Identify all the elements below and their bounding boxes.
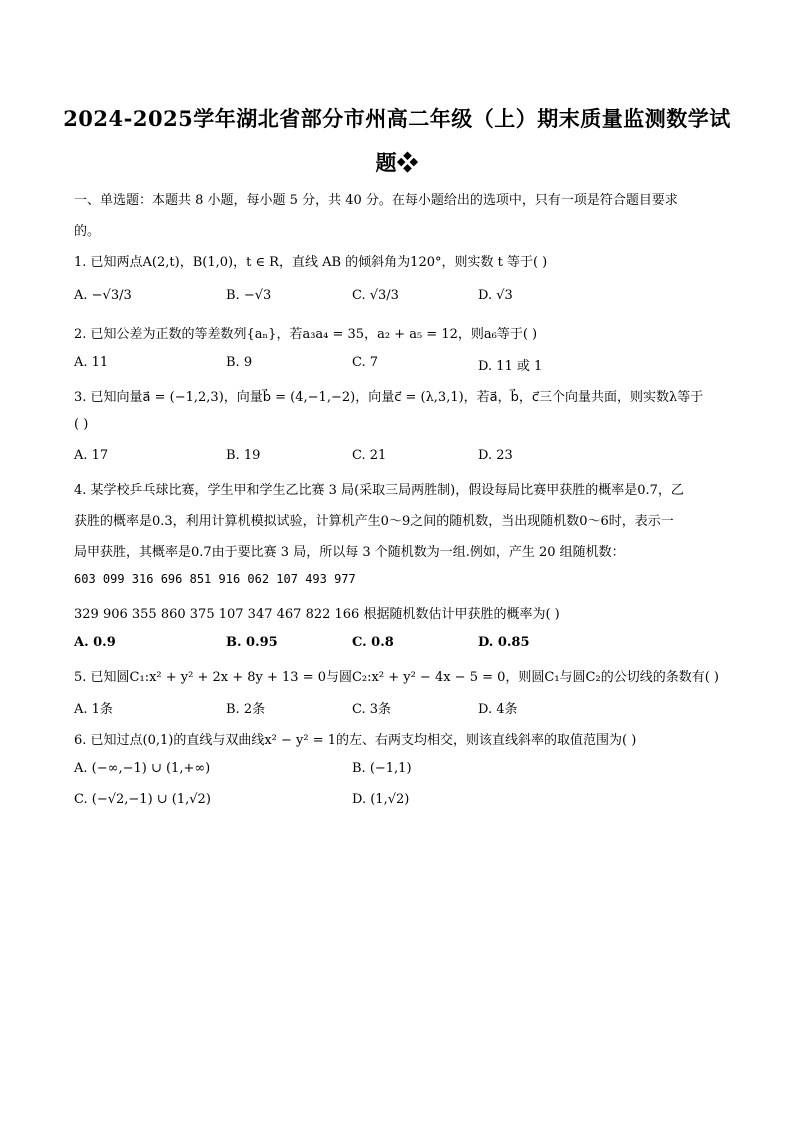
q3-option-a: A. 17: [74, 448, 109, 463]
random-numbers-row-2: 329 906 355 860 375 107 347 467 822 166 根据随机数估计甲获胜的概率为( ): [74, 607, 560, 622]
q5-option-d: D. 4条: [478, 702, 518, 717]
q3-option-b: B. 19: [226, 448, 261, 463]
q4-option-c: C. 0.8: [352, 635, 394, 650]
q4-option-b: B. 0.95: [226, 635, 278, 650]
q2-option-b: B. 9: [226, 355, 253, 370]
question-5: 5. 已知圆C₁:x² + y² + 2x + 8y + 13 = 0与圆C₂:x² + y² − 4x − 5 = 0，则圆C₁与圆C₂的公切线的条数有( ): [74, 670, 719, 685]
q3-option-d: D. 23: [478, 448, 513, 463]
q1-option-c: C. √3/3: [352, 288, 399, 303]
q6-option-c: C. (−√2,−1) ∪ (1,√2): [74, 792, 211, 807]
q1-option-b: B. −√3: [226, 288, 272, 303]
q5-option-c: C. 3条: [352, 702, 392, 717]
question-6: 6. 已知过点(0,1)的直线与双曲线x² − y² = 1的左、右两支均相交，则该直线斜率的取值范围为( ): [74, 733, 637, 748]
q1-option-a: A. −√3/3: [74, 288, 132, 303]
q5-option-b: B. 2条: [226, 702, 266, 717]
q2-option-d: D. 11 或 1: [478, 359, 543, 374]
q2-option-a: A. 11: [74, 355, 109, 370]
section-header-cont: 的。: [74, 224, 101, 239]
section-header: 一、单选题：本题共 8 小题，每小题 5 分，共 40 分。在每小题给出的选项中，只有一项是符合题目要求: [74, 193, 678, 208]
question-3-cont: ( ): [74, 417, 89, 432]
q2-option-c: C. 7: [352, 355, 379, 370]
question-2: 2. 已知公差为正数的等差数列{aₙ}，若a₃a₄ = 35，a₂ + a₅ = 12，则a₆等于( ): [74, 327, 538, 342]
q4-option-d: D. 0.85: [478, 635, 530, 650]
exam-title-line1: 2024-2025学年湖北省部分市州高二年级（上）期末质量监测数学试: [63, 106, 731, 131]
q6-option-b: B. (−1,1): [352, 761, 412, 776]
q1-option-d: D. √3: [478, 288, 513, 303]
exam-title-line2: 题❖: [375, 150, 419, 175]
q6-option-d: D. (1,√2): [352, 792, 410, 807]
question-4: 4. 某学校乒乓球比赛，学生甲和学生乙比赛 3 局(采取三局两胜制)，假设每局比赛甲获胜的概率是0.7，乙: [74, 483, 684, 498]
question-4-cont-2: 局甲获胜，其概率是0.7由于要比赛 3 局，所以每 3 个随机数为一组.例如，产生 20 组随机数：: [74, 545, 625, 560]
question-4-cont-1: 获胜的概率是0.3，利用计算机模拟试验，计算机产生0～9之间的随机数，当出现随机数0～6时，表示一: [74, 514, 674, 529]
question-3: 3. 已知向量a⃗ = (−1,2,3)，向量b⃗ = (4,−1,−2)，向量c⃗ = (λ,3,1)，若a⃗，b⃗，c⃗三个向量共面，则实数λ等于: [74, 390, 704, 405]
q3-option-c: C. 21: [352, 448, 387, 463]
q6-option-a: A. (−∞,−1) ∪ (1,+∞): [74, 761, 211, 776]
q4-option-a: A. 0.9: [74, 635, 116, 650]
question-1: 1. 已知两点A(2,t)，B(1,0)，t ∈ R，直线 AB 的倾斜角为120°，则实数 t 等于( ): [74, 255, 548, 270]
random-numbers-row-1: 603 099 316 696 851 916 062 107 493 977: [74, 572, 356, 586]
q5-option-a: A. 1条: [74, 702, 113, 717]
